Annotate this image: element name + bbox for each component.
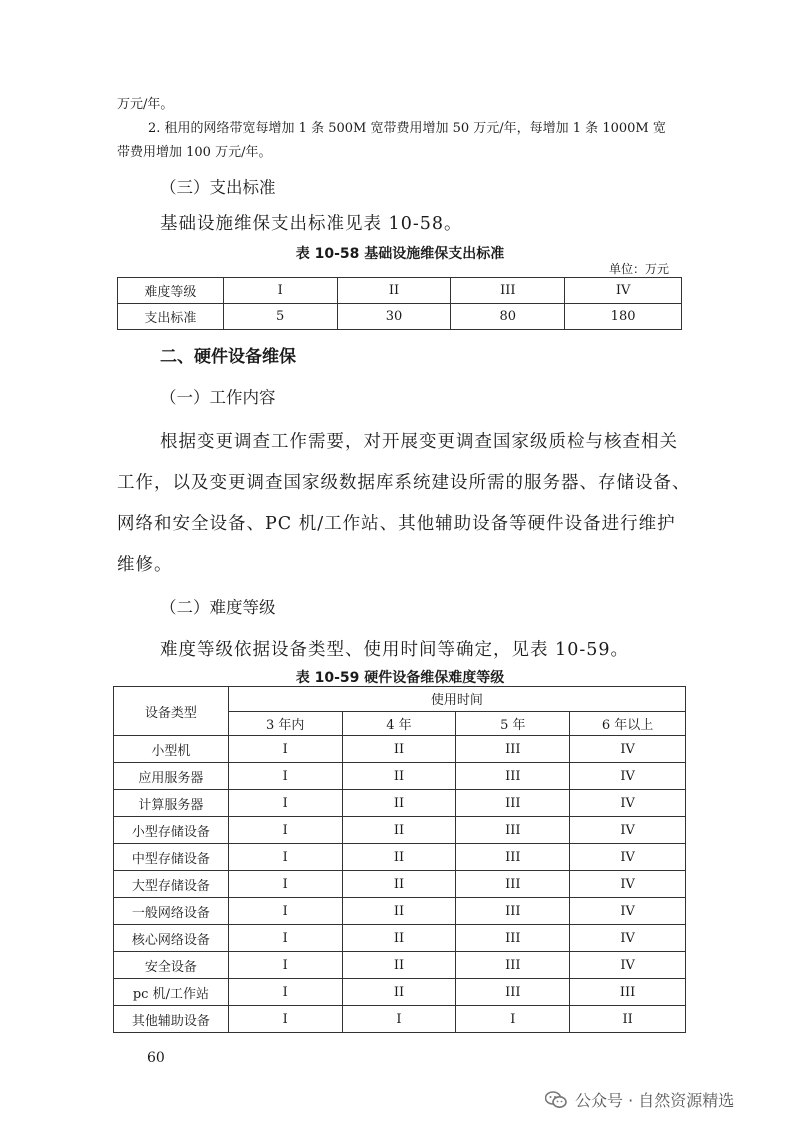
difficulty-cell: I bbox=[228, 817, 342, 844]
sub1-line-2: 工作，以及变更调查国家级数据库系统建设所需的服务器、存储设备、 bbox=[117, 473, 691, 493]
wechat-icon bbox=[545, 1091, 567, 1109]
table-row bbox=[118, 304, 682, 330]
device-type-cell: 安全设备 bbox=[114, 952, 229, 979]
table58-caption: 表 10-58 基础设施维保支出标准 bbox=[295, 246, 505, 262]
table-row bbox=[118, 278, 682, 304]
footer-brand-text: 公众号 · 自然资源精选 bbox=[575, 1091, 735, 1110]
device-type-cell: pc 机/工作站 bbox=[114, 979, 229, 1006]
table-cell: IV bbox=[565, 278, 682, 304]
year-header: 3 年内 bbox=[228, 711, 342, 736]
difficulty-cell: III bbox=[456, 844, 570, 871]
section3-heading: （三）支出标准 bbox=[160, 178, 276, 197]
table-cell: 5 bbox=[223, 304, 337, 330]
table-cell: 80 bbox=[451, 304, 565, 330]
device-type-cell: 大型存储设备 bbox=[114, 871, 229, 898]
difficulty-cell: IV bbox=[570, 952, 686, 979]
difficulty-cell: IV bbox=[570, 763, 686, 790]
page-number: 60 bbox=[147, 1050, 165, 1066]
device-type-cell: 中型存储设备 bbox=[114, 844, 229, 871]
top-line-3: 带费用增加 100 万元/年。 bbox=[117, 145, 272, 160]
difficulty-cell: I bbox=[228, 925, 342, 952]
difficulty-cell: II bbox=[342, 952, 456, 979]
table59-caption: 表 10-59 硬件设备维保难度等级 bbox=[295, 670, 505, 686]
difficulty-cell: II bbox=[342, 817, 456, 844]
difficulty-cell: I bbox=[228, 736, 342, 763]
table-cell: 难度等级 bbox=[118, 278, 224, 304]
table-cell: II bbox=[337, 278, 451, 304]
sub1-heading: （一）工作内容 bbox=[160, 388, 276, 407]
year-header: 4 年 bbox=[342, 711, 456, 736]
difficulty-cell: II bbox=[342, 763, 456, 790]
difficulty-cell: II bbox=[342, 736, 456, 763]
footer-brand bbox=[545, 1088, 734, 1111]
difficulty-cell: IV bbox=[570, 871, 686, 898]
difficulty-cell: I bbox=[228, 790, 342, 817]
table-row bbox=[114, 763, 686, 790]
sub2-text: 难度等级依据设备类型、使用时间等确定，见表 10-59。 bbox=[160, 640, 630, 660]
table-row bbox=[114, 871, 686, 898]
difficulty-cell: III bbox=[456, 736, 570, 763]
difficulty-cell: IV bbox=[570, 790, 686, 817]
difficulty-cell: III bbox=[456, 817, 570, 844]
table58-unit: 单位：万元 bbox=[609, 262, 670, 276]
difficulty-cell: II bbox=[342, 925, 456, 952]
difficulty-cell: III bbox=[456, 898, 570, 925]
table-cell: I bbox=[223, 278, 337, 304]
top-line-2: 2. 租用的网络带宽每增加 1 条 500M 宽带费用增加 50 万元/年，每增加 1 条 1000M 宽 bbox=[148, 121, 666, 136]
table-row bbox=[114, 817, 686, 844]
section3-text: 基础设施维保支出标准见表 10-58。 bbox=[160, 214, 463, 234]
table-row bbox=[114, 952, 686, 979]
table-row bbox=[114, 1006, 686, 1033]
table-row bbox=[114, 736, 686, 763]
table-header-row bbox=[114, 687, 686, 712]
table-cell: III bbox=[451, 278, 565, 304]
difficulty-cell: II bbox=[342, 790, 456, 817]
difficulty-cell: III bbox=[456, 952, 570, 979]
difficulty-cell: II bbox=[342, 979, 456, 1006]
col-usage-time: 使用时间 bbox=[228, 687, 685, 712]
difficulty-cell: IV bbox=[570, 898, 686, 925]
difficulty-cell: I bbox=[228, 979, 342, 1006]
table-10-58 bbox=[117, 277, 682, 330]
difficulty-cell: III bbox=[456, 871, 570, 898]
difficulty-cell: I bbox=[228, 952, 342, 979]
difficulty-cell: II bbox=[342, 871, 456, 898]
difficulty-cell: I bbox=[342, 1006, 456, 1033]
difficulty-cell: I bbox=[228, 763, 342, 790]
table-row bbox=[114, 844, 686, 871]
sub1-line-4: 维修。 bbox=[117, 555, 173, 575]
col-device-type: 设备类型 bbox=[114, 687, 229, 736]
device-type-cell: 应用服务器 bbox=[114, 763, 229, 790]
table-row bbox=[114, 898, 686, 925]
table-cell: 180 bbox=[565, 304, 682, 330]
difficulty-cell: I bbox=[228, 844, 342, 871]
table-cell: 支出标准 bbox=[118, 304, 224, 330]
difficulty-cell: II bbox=[342, 898, 456, 925]
sub1-line-1: 根据变更调查工作需要，对开展变更调查国家级质检与核查相关 bbox=[160, 432, 678, 452]
table-row bbox=[114, 790, 686, 817]
device-type-cell: 小型机 bbox=[114, 736, 229, 763]
difficulty-cell: I bbox=[456, 1006, 570, 1033]
difficulty-cell: II bbox=[342, 844, 456, 871]
device-type-cell: 一般网络设备 bbox=[114, 898, 229, 925]
table-row bbox=[114, 979, 686, 1006]
sub1-line-3: 网络和安全设备、PC 机/工作站、其他辅助设备等硬件设备进行维护 bbox=[117, 514, 676, 534]
difficulty-cell: I bbox=[228, 898, 342, 925]
difficulty-cell: IV bbox=[570, 925, 686, 952]
table-row bbox=[114, 925, 686, 952]
difficulty-cell: IV bbox=[570, 736, 686, 763]
device-type-cell: 计算服务器 bbox=[114, 790, 229, 817]
table-cell: 30 bbox=[337, 304, 451, 330]
year-header: 6 年以上 bbox=[570, 711, 686, 736]
difficulty-cell: IV bbox=[570, 844, 686, 871]
difficulty-cell: II bbox=[570, 1006, 686, 1033]
difficulty-cell: I bbox=[228, 871, 342, 898]
section-two-heading: 二、硬件设备维保 bbox=[160, 347, 296, 367]
difficulty-cell: I bbox=[228, 1006, 342, 1033]
year-header: 5 年 bbox=[456, 711, 570, 736]
difficulty-cell: III bbox=[456, 790, 570, 817]
table59-body bbox=[114, 736, 686, 1033]
table-10-59 bbox=[113, 686, 686, 1033]
device-type-cell: 核心网络设备 bbox=[114, 925, 229, 952]
device-type-cell: 小型存储设备 bbox=[114, 817, 229, 844]
device-type-cell: 其他辅助设备 bbox=[114, 1006, 229, 1033]
difficulty-cell: III bbox=[456, 763, 570, 790]
difficulty-cell: III bbox=[456, 979, 570, 1006]
top-line-1: 万元/年。 bbox=[117, 97, 174, 112]
difficulty-cell: III bbox=[570, 979, 686, 1006]
sub2-heading: （二）难度等级 bbox=[160, 598, 276, 617]
difficulty-cell: III bbox=[456, 925, 570, 952]
difficulty-cell: IV bbox=[570, 817, 686, 844]
